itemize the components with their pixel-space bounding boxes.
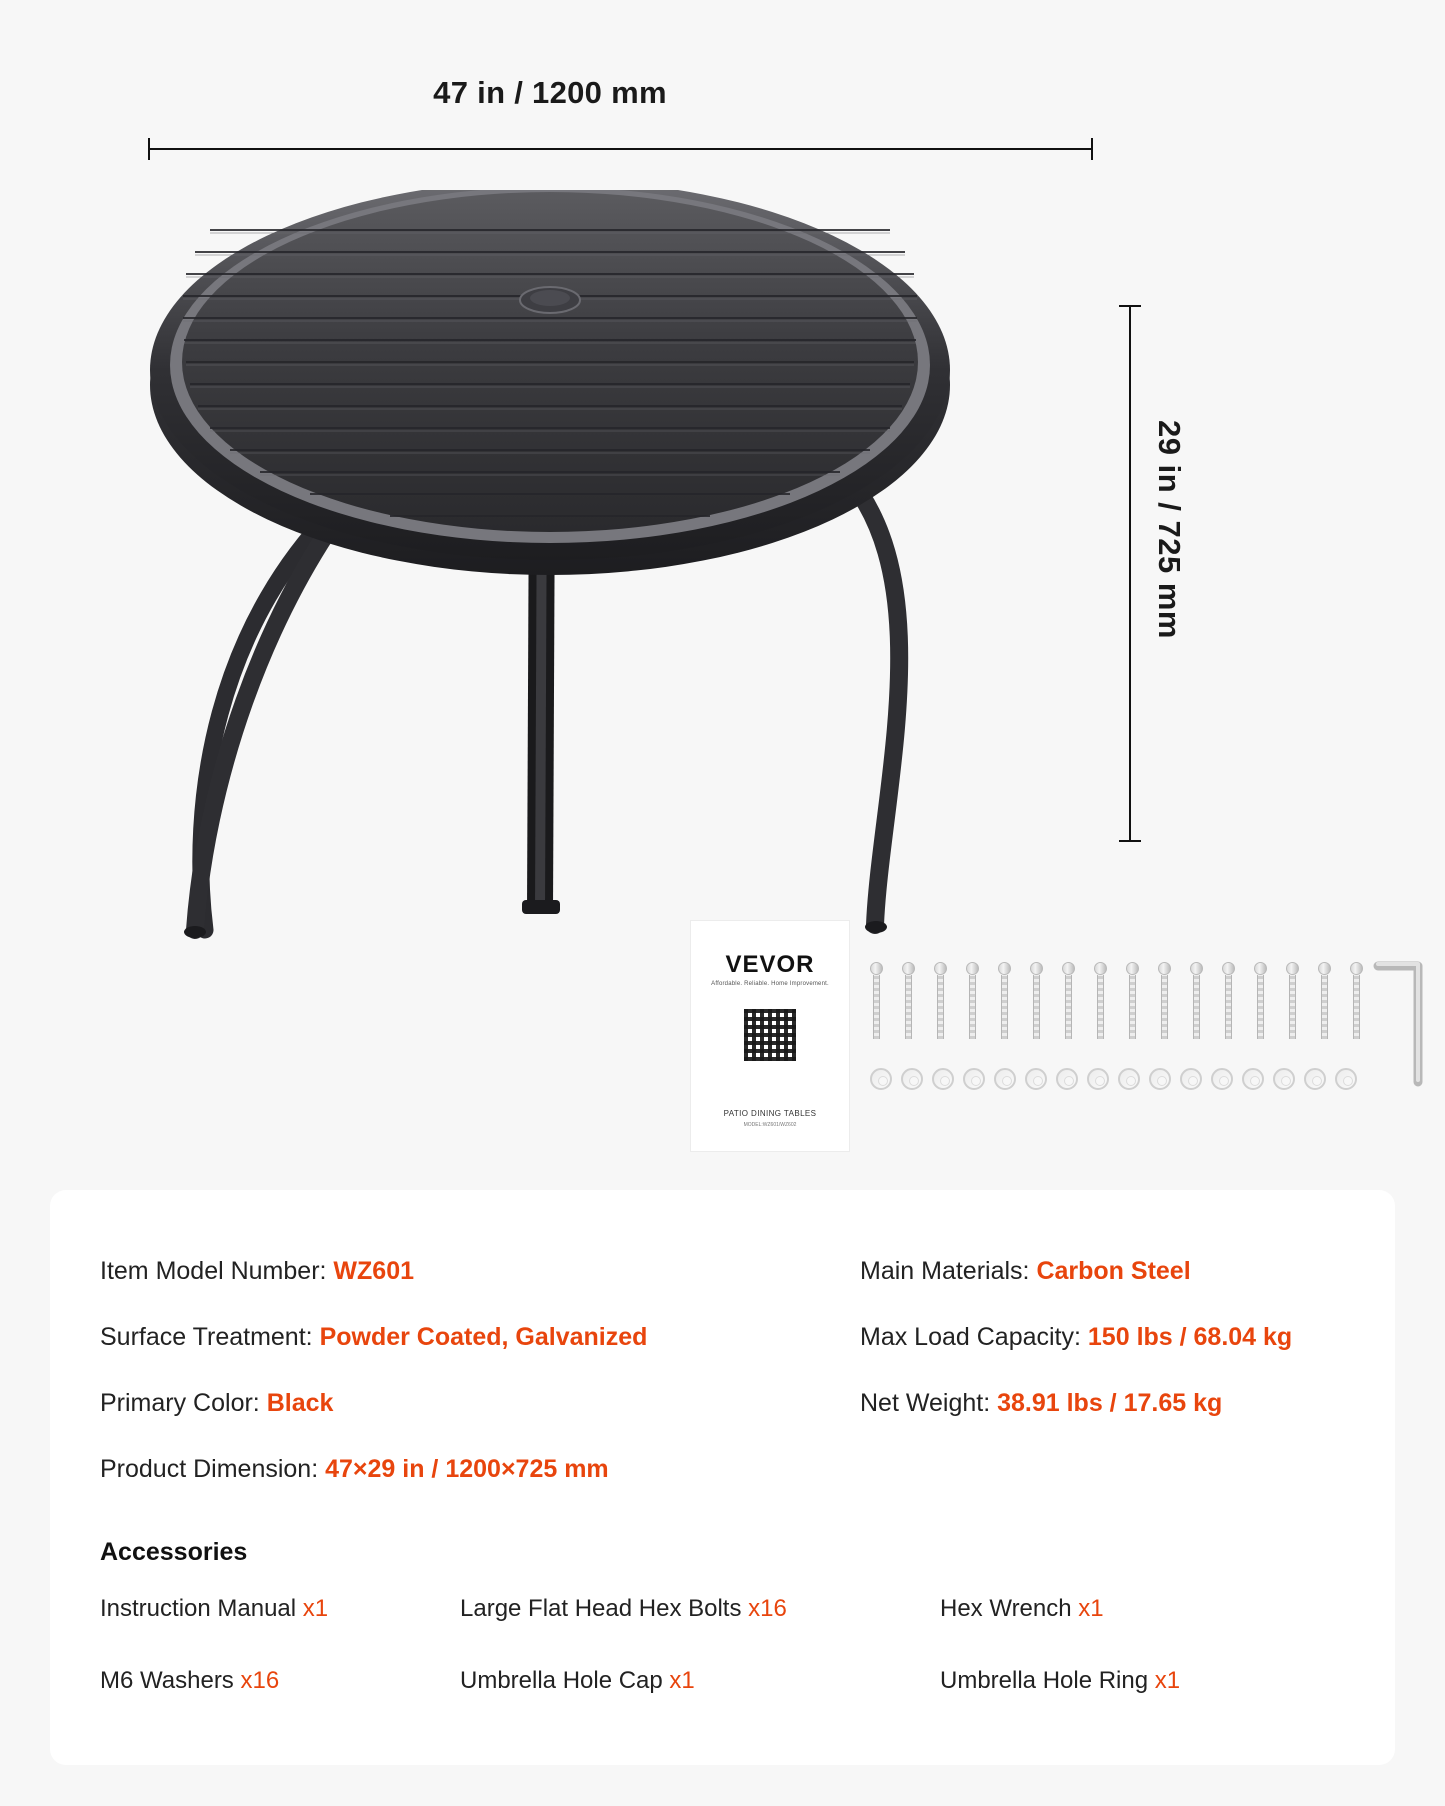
- accessory-qty: x1: [669, 1667, 695, 1694]
- accessory-name: Large Flat Head Hex Bolts: [460, 1595, 742, 1622]
- hex-bolt-icon: [1254, 962, 1267, 1040]
- accessory-hex-wrench: [940, 1595, 1345, 1623]
- hex-bolt-icon: [1158, 962, 1171, 1040]
- accessory-qty: x16: [748, 1595, 787, 1622]
- washer-icon: [1273, 1068, 1295, 1090]
- washer-icon: [1149, 1068, 1171, 1090]
- accessory-umbrella-hole-ring: [940, 1667, 1345, 1695]
- accessory-m6-washers: [100, 1667, 460, 1695]
- accessory-qty: x16: [240, 1667, 280, 1694]
- specification-card: [50, 1190, 1395, 1765]
- accessory-umbrella-hole-cap: [460, 1667, 940, 1695]
- spec-net-weight: [860, 1370, 1345, 1436]
- washer-icon: [932, 1068, 954, 1090]
- hex-bolt-icon: [1126, 962, 1139, 1040]
- manual-model: MODEL:WZ601/WZ602: [743, 1122, 797, 1128]
- spec-label: Net Weight:: [860, 1389, 991, 1417]
- hex-bolt-icon: [870, 962, 883, 1040]
- washer-icon: [901, 1068, 923, 1090]
- height-dimension-line: [1129, 305, 1131, 842]
- hex-bolt-icon: [1318, 962, 1331, 1040]
- spec-main-materials: [860, 1238, 1345, 1304]
- hex-wrench-icon: [1372, 956, 1432, 1091]
- specification-grid: [100, 1238, 1345, 1502]
- washer-icon: [1211, 1068, 1233, 1090]
- washer-icon: [1056, 1068, 1078, 1090]
- hex-bolt-icon: [1350, 962, 1363, 1040]
- parts-row: [690, 920, 1420, 1160]
- accessory-qty: x1: [302, 1595, 329, 1622]
- spec-label: Primary Color:: [100, 1389, 260, 1417]
- spec-value: Black: [266, 1389, 334, 1417]
- spec-max-load-capacity: [860, 1304, 1345, 1370]
- vevor-logo: VEVOR: [725, 951, 815, 978]
- width-dimension-label: 47 in / 1200 mm: [433, 75, 667, 110]
- hex-bolt-icon: [934, 962, 947, 1040]
- hex-bolt-icon: [998, 962, 1011, 1040]
- hex-bolt-icon: [1222, 962, 1235, 1040]
- spec-label: Max Load Capacity:: [860, 1323, 1081, 1351]
- height-dimension-label: 29 in / 725 mm: [1152, 420, 1187, 639]
- spec-label: Surface Treatment:: [100, 1323, 313, 1351]
- accessory-name: Umbrella Hole Cap: [460, 1667, 663, 1694]
- washer-icon: [963, 1068, 985, 1090]
- spec-surface-treatment: [100, 1304, 860, 1370]
- spec-label: Item Model Number:: [100, 1257, 327, 1285]
- spec-primary-color: [100, 1370, 860, 1436]
- washer-icon: [1025, 1068, 1047, 1090]
- hex-bolt-icon: [1286, 962, 1299, 1040]
- hex-bolt-icon: [1062, 962, 1075, 1040]
- accessory-name: M6 Washers: [100, 1667, 234, 1694]
- washer-icon: [1180, 1068, 1202, 1090]
- accessory-name: Hex Wrench: [940, 1595, 1072, 1622]
- accessory-instruction-manual: [100, 1595, 460, 1623]
- hardware-group: [870, 920, 1420, 1152]
- washer-icon: [1087, 1068, 1109, 1090]
- washer-icon: [994, 1068, 1016, 1090]
- accessory-hex-bolts: [460, 1595, 940, 1623]
- manual-title: PATIO DINING TABLES: [723, 1109, 817, 1118]
- hex-bolt-icon: [1190, 962, 1203, 1040]
- accessory-qty: x1: [1154, 1667, 1181, 1694]
- spec-item-model-number: [100, 1238, 860, 1304]
- washer-icon: [1304, 1068, 1326, 1090]
- hex-bolt-icon: [1094, 962, 1107, 1040]
- accessories-heading: Accessories: [100, 1538, 248, 1566]
- vevor-tagline: Affordable. Reliable. Home Improvement.: [711, 981, 829, 987]
- spec-value: 150 lbs / 68.04 kg: [1087, 1323, 1293, 1351]
- spec-value: Carbon Steel: [1036, 1257, 1191, 1285]
- width-dimension-line: [148, 148, 1093, 150]
- washer-icon: [1242, 1068, 1264, 1090]
- accessory-name: Umbrella Hole Ring: [940, 1667, 1149, 1694]
- qr-code-icon: [744, 1009, 796, 1061]
- washer-icon: [870, 1068, 892, 1090]
- washer-icon: [1335, 1068, 1357, 1090]
- spec-label: Product Dimension:: [100, 1455, 319, 1483]
- spec-product-dimension: [100, 1436, 860, 1502]
- spec-spacer: [860, 1436, 1345, 1502]
- hex-bolt-icon: [902, 962, 915, 1040]
- instruction-manual-card: [690, 920, 850, 1152]
- accessories-grid: [100, 1595, 1345, 1695]
- spec-value: 38.91 lbs / 17.65 kg: [997, 1389, 1223, 1417]
- spec-value: 47×29 in / 1200×725 mm: [325, 1455, 609, 1483]
- hex-bolt-icon: [1030, 962, 1043, 1040]
- spec-label: Main Materials:: [860, 1257, 1030, 1285]
- washer-icon: [1118, 1068, 1140, 1090]
- spec-value: WZ601: [333, 1257, 415, 1285]
- accessory-name: Instruction Manual: [100, 1595, 297, 1622]
- hex-bolt-icon: [966, 962, 979, 1040]
- accessory-qty: x1: [1078, 1595, 1104, 1622]
- spec-value: Powder Coated, Galvanized: [319, 1323, 648, 1351]
